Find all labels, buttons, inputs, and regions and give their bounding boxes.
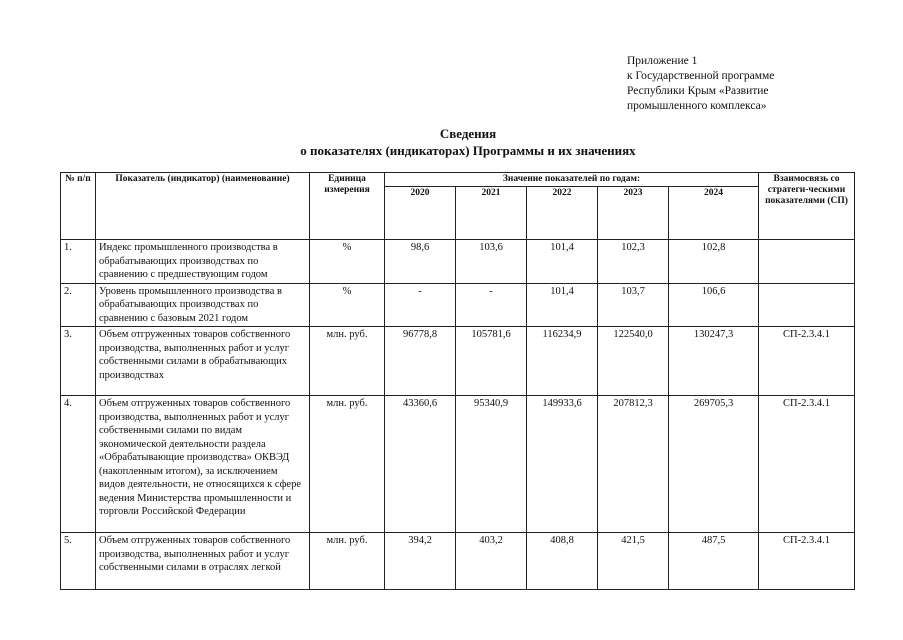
header-year: 2022: [527, 187, 598, 240]
row-value-2020: 394,2: [385, 533, 456, 590]
appendix-line: Республики Крым «Развитие: [627, 85, 769, 97]
row-link: СП-2.3.4.1: [759, 327, 855, 396]
appendix-line: Приложение 1: [627, 55, 698, 67]
header-name: Показатель (индикатор) (наименование): [96, 173, 310, 240]
row-value-2020: 98,6: [385, 240, 456, 284]
row-name: Объем отгруженных товаров собственного производства, выполненных работ и услуг собственными силами по видам экономической деятельности раздела «Обрабатывающие производства» ОКВЭД (накопленным итогом), за исключением видов деятельности, не относящихся к сфере ведения Министерства промышленности и торговли Российской Федерации: [96, 396, 310, 533]
table-row: [61, 533, 855, 590]
row-link: СП-2.3.4.1: [759, 396, 855, 533]
row-num: 5.: [61, 533, 96, 590]
row-value-2020: 96778,8: [385, 327, 456, 396]
row-value-2022: 408,8: [527, 533, 598, 590]
table-header-row: [61, 173, 855, 187]
indicators-table: [60, 172, 855, 590]
row-unit: %: [310, 283, 385, 327]
row-value-2022: 101,4: [527, 283, 598, 327]
row-value-2021: 105781,6: [456, 327, 527, 396]
row-value-2023: 103,7: [598, 283, 669, 327]
table-row: [61, 396, 855, 533]
row-value-2024: 130247,3: [669, 327, 759, 396]
header-values-group: Значение показателей по годам:: [385, 173, 759, 187]
row-name: Объем отгруженных товаров собственного производства, выполненных работ и услуг собственными силами в обрабатывающих производствах: [96, 327, 310, 396]
header-year: 2024: [669, 187, 759, 240]
header-num: № п/п: [61, 173, 96, 240]
row-value-2021: 103,6: [456, 240, 527, 284]
row-value-2022: 116234,9: [527, 327, 598, 396]
appendix-note: [627, 54, 774, 114]
table-row: [61, 327, 855, 396]
document-title: Сведения: [439, 126, 497, 141]
header-link: Взаимосвязь со стратеги-ческими показателями (СП): [759, 173, 855, 240]
appendix-line: к Государственной программе: [627, 70, 775, 82]
header-year: 2023: [598, 187, 669, 240]
row-value-2024: 269705,3: [669, 396, 759, 533]
row-value-2022: 101,4: [527, 240, 598, 284]
row-name: Индекс промышленного производства в обрабатывающих производствах по сравнению с предшествующим годом: [96, 240, 310, 284]
row-num: 4.: [61, 396, 96, 533]
row-value-2024: 102,8: [669, 240, 759, 284]
row-name: Уровень промышленного производства в обрабатывающих производствах по сравнению с базовым 2021 годом: [96, 283, 310, 327]
row-link: [759, 240, 855, 284]
row-value-2021: 95340,9: [456, 396, 527, 533]
row-value-2022: 149933,6: [527, 396, 598, 533]
row-value-2021: -: [456, 283, 527, 327]
row-link: [759, 283, 855, 327]
row-link: СП-2.3.4.1: [759, 533, 855, 590]
table-row: [61, 240, 855, 284]
table-row: [61, 283, 855, 327]
row-value-2023: 102,3: [598, 240, 669, 284]
row-num: 1.: [61, 240, 96, 284]
row-value-2023: 207812,3: [598, 396, 669, 533]
header-year: 2020: [385, 187, 456, 240]
row-value-2023: 421,5: [598, 533, 669, 590]
row-value-2020: 43360,6: [385, 396, 456, 533]
document-subtitle: о показателях (индикаторах) Программы и их значениях: [300, 143, 636, 158]
appendix-line: промышленного комплекса»: [627, 100, 767, 112]
row-value-2020: -: [385, 283, 456, 327]
row-value-2021: 403,2: [456, 533, 527, 590]
row-name: Объем отгруженных товаров собственного производства, выполненных работ и услуг собственными силами в отраслях легкой: [96, 533, 310, 590]
row-unit: млн. руб.: [310, 327, 385, 396]
row-num: 3.: [61, 327, 96, 396]
row-value-2023: 122540,0: [598, 327, 669, 396]
header-year: 2021: [456, 187, 527, 240]
header-unit: Единица измерения: [310, 173, 385, 240]
row-unit: млн. руб.: [310, 533, 385, 590]
row-unit: млн. руб.: [310, 396, 385, 533]
row-num: 2.: [61, 283, 96, 327]
row-value-2024: 106,6: [669, 283, 759, 327]
row-value-2024: 487,5: [669, 533, 759, 590]
row-unit: %: [310, 240, 385, 284]
